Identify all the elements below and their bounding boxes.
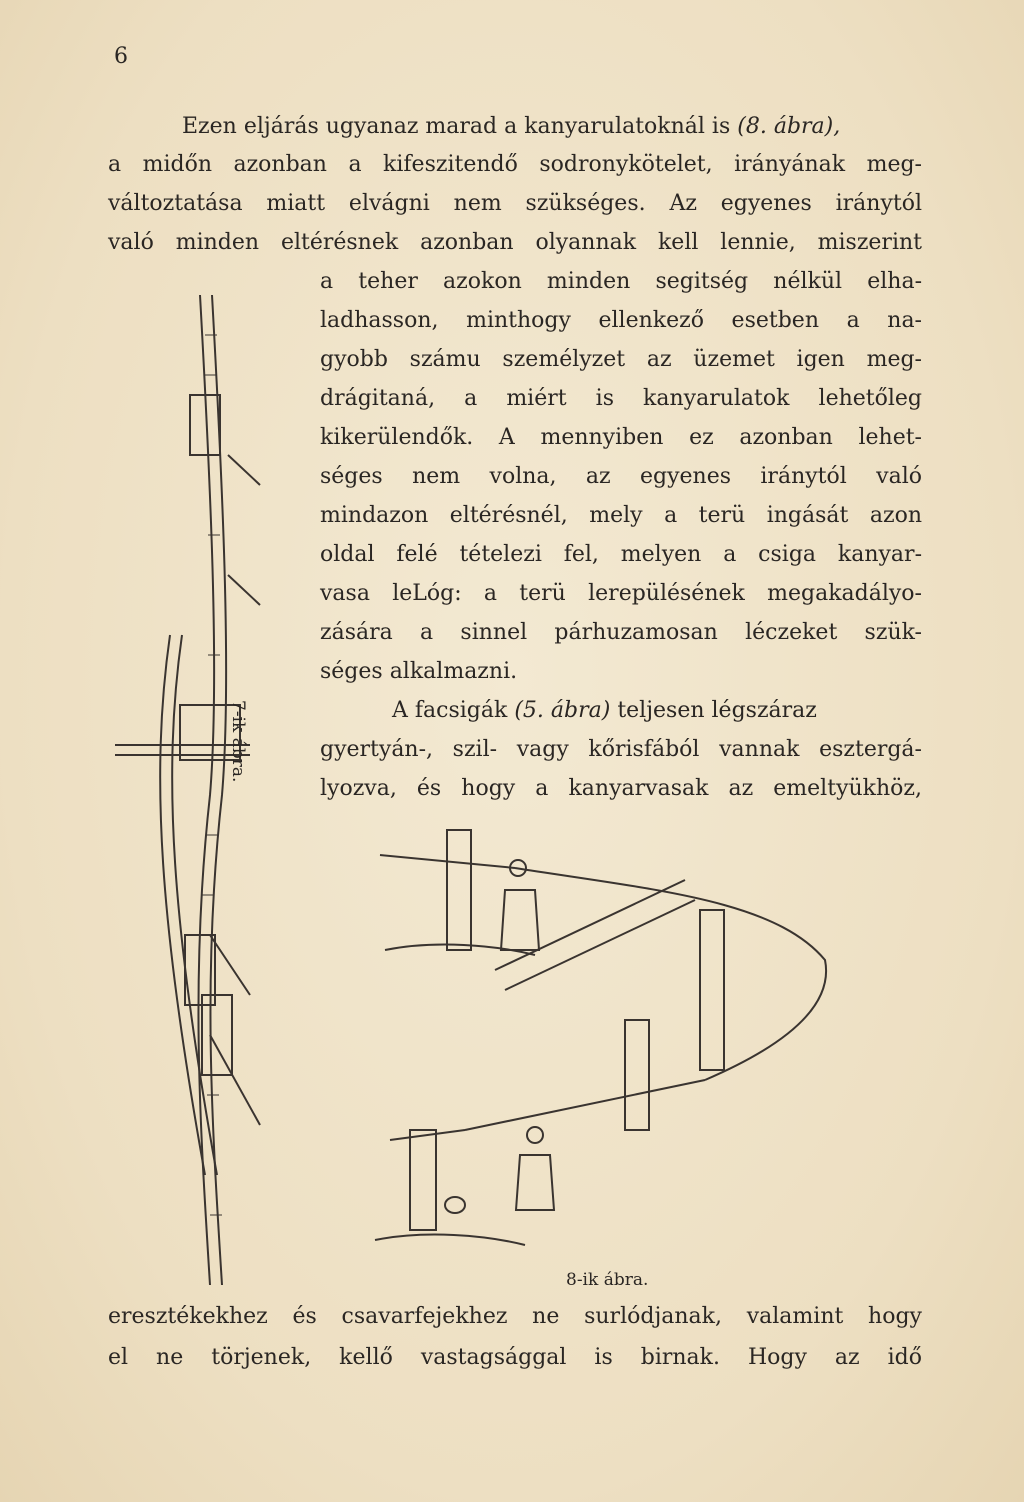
- text-line-8: drágitaná, a miért is kanyarulatok lehetőleg: [320, 386, 922, 411]
- text-line-10: séges nem volna, az egyenes iránytól való: [320, 464, 922, 489]
- text-line-12: oldal felé tételezi fel, melyen a csiga kanyar-: [320, 542, 922, 567]
- figure-8-drawing: [355, 820, 835, 1265]
- text-line-14: zására a sinnel párhuzamosan léczeket szük-: [320, 620, 922, 645]
- text-line-4: való minden eltérésnek azonban olyannak kell lennie, miszerint: [108, 230, 922, 255]
- text-line-3: változtatása miatt elvágni nem szükséges. Az egyenes iránytól: [108, 191, 922, 216]
- text-line-11: mindazon eltérésnél, mely a terü ingását azon: [320, 503, 922, 528]
- text-line-1: Ezen eljárás ugyanaz marad a kanyarulatoknál is (8. ábra),: [182, 114, 841, 139]
- text-line-9: kikerülendők. A mennyiben ez azonban lehet-: [320, 425, 922, 450]
- figure-8-caption: 8-ik ábra.: [566, 1270, 649, 1290]
- text-line-18: lyozva, és hogy a kanyarvasak az emeltyükhöz,: [320, 776, 922, 801]
- text-line-20: el ne törjenek, kellő vastagsággal is birnak. Hogy az idő: [108, 1345, 922, 1370]
- figure-reference: (5. ábra): [514, 698, 611, 723]
- text-line-16: A facsigák (5. ábra) teljesen légszáraz: [392, 698, 817, 723]
- text-line-17: gyertyán-, szil- vagy kőrisfából vannak esztergá-: [320, 737, 922, 762]
- figure-reference: (8. ábra),: [737, 114, 841, 139]
- figure-7-drawing: [110, 275, 270, 1305]
- text-line-5: a teher azokon minden segitség nélkül elha-: [320, 269, 922, 294]
- figure-7-caption: 7-ik ábra.: [228, 700, 248, 783]
- text-line-2: a midőn azonban a kifeszitendő sodronykötelet, irányának meg-: [108, 152, 922, 177]
- page-number: 6: [114, 44, 128, 69]
- text-line-13: vasa leLóg: a terü lerepülésének megakadályo-: [320, 581, 922, 606]
- text-line-15: séges alkalmazni.: [320, 659, 518, 684]
- text-line-6: ladhasson, minthogy ellenkező esetben a na-: [320, 308, 922, 333]
- text-line-7: gyobb számu személyzet az üzemet igen meg-: [320, 347, 922, 372]
- text-line-19: eresztékekhez és csavarfejekhez ne surlódjanak, valamint hogy: [108, 1304, 922, 1329]
